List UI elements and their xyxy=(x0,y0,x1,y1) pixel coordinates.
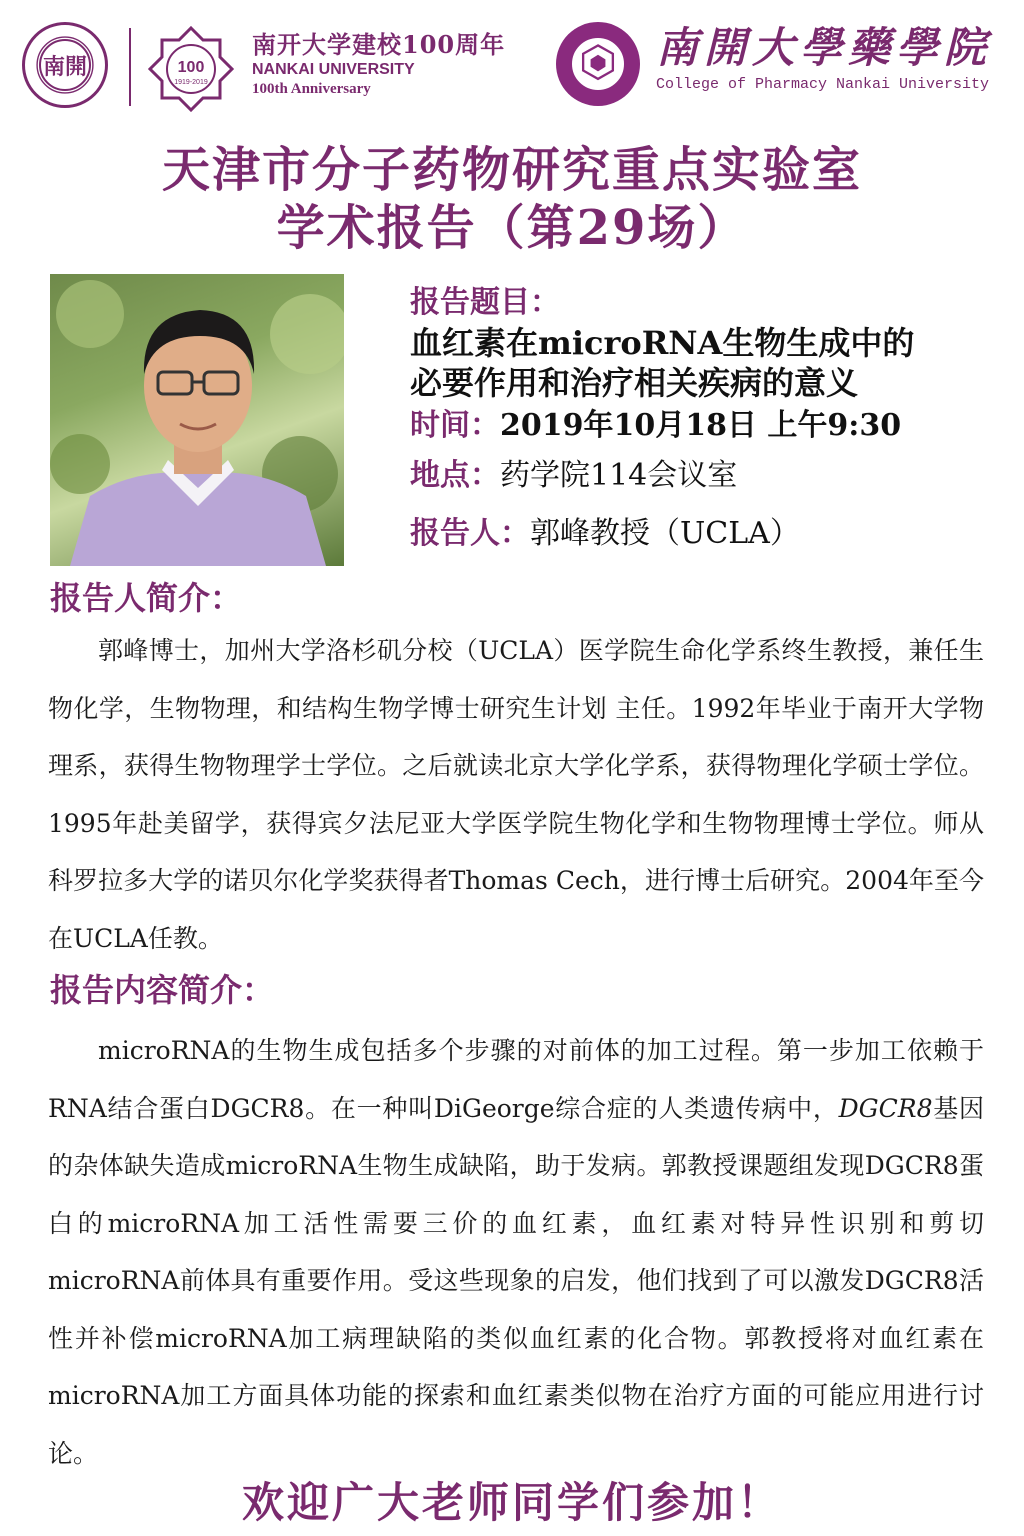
talk-title-label: 报告题目： xyxy=(410,285,560,320)
pharmacy-name-en: College of Pharmacy Nankai University xyxy=(656,76,990,93)
abstract-gene-name: DGCR8 xyxy=(838,1093,933,1123)
time-value: 2019年10月18日 上午9:30 xyxy=(500,408,902,443)
pharmacy-name-cn: 南開大學藥學院 xyxy=(656,23,993,72)
nankai-university-seal xyxy=(22,22,108,108)
anniversary-text xyxy=(252,30,505,98)
speaker-portrait xyxy=(50,274,344,566)
time-label: 时间： xyxy=(410,408,500,443)
speaker-row xyxy=(410,514,800,558)
anniversary-en-label: 100th Anniversary xyxy=(252,81,371,97)
pharmacy-college-name xyxy=(656,20,992,94)
abstract-text-part2: 基因的杂体缺失造成microRNA生物生成缺陷，助于发病。郭教授课题组发现DGCR8蛋白的microRNA加工活性需要三价的血红素，血红素对特异性识别和剪切microRNA前体具有重要作用。受这些现象的启发，他们找到了可以激发DGCR8活性并补偿microRNA加工病理缺陷的类似血红素的化合物。郭教授将对血红素在microRNA加工方面具体功能的探索和血红素类似物在治疗方面的可能应用进行讨论。 xyxy=(48,1093,984,1468)
anniversary-cn: 南开大学建校100周年 xyxy=(252,30,506,59)
place-value: 药学院114会议室 xyxy=(500,458,738,493)
seal-center: 南開 xyxy=(39,39,91,91)
anniversary-logo-years: 1919-2019 xyxy=(174,79,208,86)
abstract-paragraph xyxy=(48,1022,984,1482)
bio-heading: 报告人简介： xyxy=(50,579,243,617)
abstract-heading: 报告内容简介： xyxy=(50,971,275,1009)
welcome-footer: 欢迎广大老师同学们参加！ xyxy=(241,1478,782,1527)
talk-title-line1: 血红素在microRNA生物生成中的 xyxy=(410,324,915,362)
place-label: 地点： xyxy=(410,458,500,493)
header-divider xyxy=(129,28,131,106)
bio-paragraph: 郭峰博士，加州大学洛杉矶分校（UCLA）医学院生命化学系终生教授，兼任生物化学，生物物理，和结构生物学博士研究生计划 主任。1992年毕业于南开大学物理系，获得生物物理学士学位。之后就读北京大学化学系，获得物理化学硕士学位。1995年赴美留学，获得宾夕法尼亚大学医学院生物化学和生物物理博士学位。师从科罗拉多大学的诺贝尔化学奖获得者Thomas Cech，进行博士后研究。2004年至今在UCLA任教。 xyxy=(48,636,984,953)
time-row xyxy=(410,406,901,450)
speaker-value: 郭峰教授（UCLA） xyxy=(530,516,800,551)
pharmacy-seal-icon xyxy=(572,38,624,90)
page-subtitle: 学术报告（第29场） xyxy=(276,200,748,256)
anniversary-logo-number: 100 xyxy=(177,59,205,76)
talk-title xyxy=(410,323,914,403)
anniversary-en-university: NANKAI UNIVERSITY xyxy=(252,61,415,78)
place-row xyxy=(410,456,737,500)
page-title: 天津市分子药物研究重点实验室 xyxy=(161,142,862,198)
pharmacy-seal-core xyxy=(570,36,626,92)
abstract-text-part1: microRNA的生物生成包括多个步骤的对前体的加工过程。第一步加工依赖于RNA结合蛋白DGCR8。在一种叫DiGeorge综合症的人类遗传病中， xyxy=(48,1036,984,1123)
speaker-photo xyxy=(50,274,344,566)
pharmacy-college-seal xyxy=(556,22,640,106)
talk-title-line2: 必要作用和治疗相关疾病的意义 xyxy=(410,364,859,402)
speaker-label: 报告人： xyxy=(410,516,530,551)
anniversary-logo xyxy=(148,26,234,112)
